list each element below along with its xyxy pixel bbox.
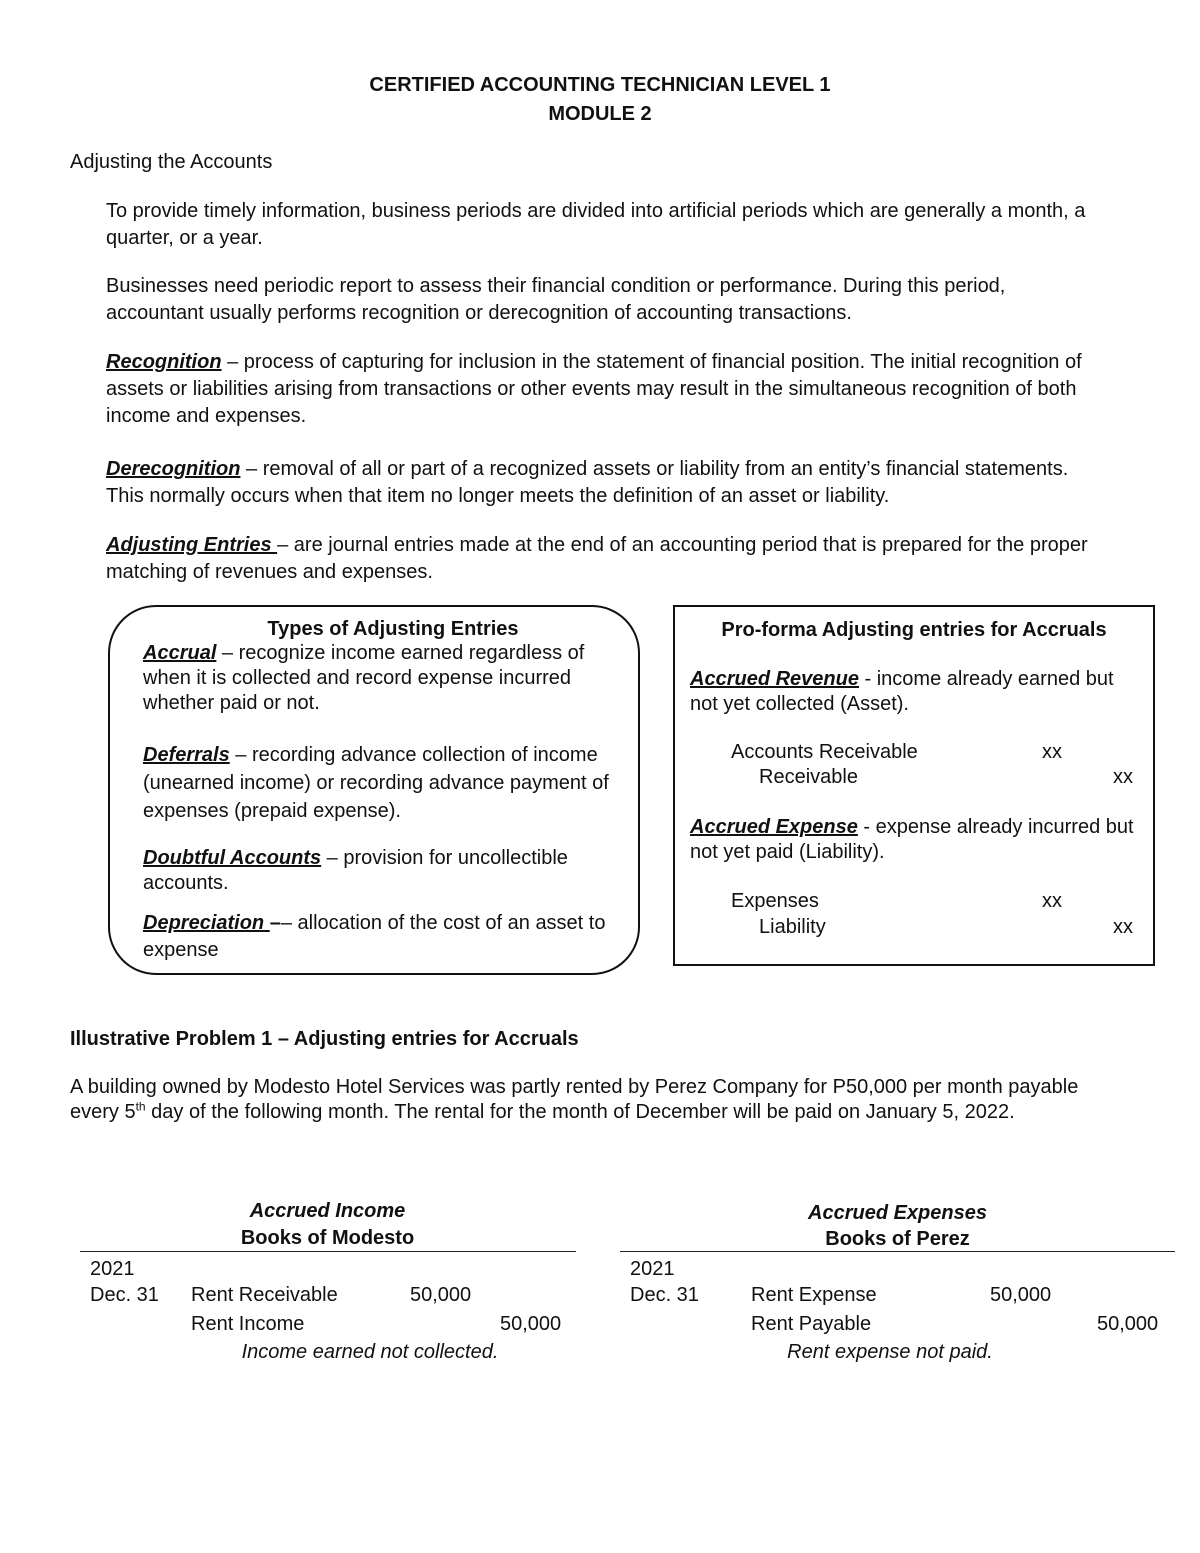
term-recognition: Recognition: [106, 351, 222, 373]
text-accrued-revenue: - income already earned but not yet collected (Asset).: [690, 668, 1114, 715]
journal-left-subtitle: Books of Modesto: [240, 1227, 415, 1249]
journal-right-debit-amount: 50,000: [990, 1284, 1052, 1306]
journal-right-credit-account: Rent Payable: [751, 1313, 872, 1335]
text-depreciation: – allocation of the cost of an asset to expense: [143, 912, 606, 961]
proforma-rev-credit: Receivable: [759, 766, 858, 788]
problem-text-part2: day of the following month. The rental for the month of December will be paid on January 5, 2022.: [145, 1101, 1015, 1123]
document-title: CERTIFIED ACCOUNTING TECHNICIAN LEVEL 1: [369, 74, 831, 96]
journal-right-credit-amount: 50,000: [1097, 1313, 1159, 1335]
text-doubtful: – provision for uncollectible accounts.: [143, 847, 568, 894]
types-accrual: [143, 641, 603, 716]
text-recognition: – process of capturing for inclusion in the statement of financial position. The initial recognition of assets or liabilities arising from transactions or other events may result in the simultaneous recognition of both income and expenses.: [106, 351, 1082, 427]
problem-text-sup: th: [135, 1099, 146, 1114]
proforma-accrued-revenue: [690, 667, 1140, 717]
term-accrual: Accrual: [143, 642, 217, 664]
types-box-title: Types of Adjusting Entries: [267, 618, 519, 640]
problem-text: [70, 1075, 1080, 1125]
text-deferrals: – recording advance collection of income (unearned income) or recording advance payment of expenses (prepaid expense).: [143, 744, 609, 822]
types-doubtful: [143, 846, 623, 896]
journal-left-title: Accrued Income: [249, 1200, 406, 1222]
definition-derecognition: [106, 456, 1106, 510]
journal-right-date: Dec. 31: [630, 1284, 699, 1306]
term-depreciation: Depreciation: [143, 912, 270, 934]
journal-right-debit-account: Rent Expense: [751, 1284, 877, 1306]
section-heading: Adjusting the Accounts: [70, 151, 273, 173]
problem-heading: Illustrative Problem 1 – Adjusting entries for Accruals: [70, 1028, 579, 1050]
text-adjusting-entries: – are journal entries made at the end of an accounting period that is prepared for the proper matching of revenues and expenses.: [106, 534, 1088, 583]
types-deferrals: [143, 741, 638, 825]
journal-left-debit-account: Rent Receivable: [191, 1284, 338, 1306]
journal-left-year: 2021: [90, 1258, 135, 1280]
proforma-rev-debit-amount: xx: [1042, 741, 1062, 763]
term-accrued-expense: Accrued Expense: [690, 816, 858, 838]
journal-right-rule: [620, 1251, 1175, 1252]
term-derecognition: Derecognition: [106, 458, 241, 480]
journal-left-credit-amount: 50,000: [500, 1313, 562, 1335]
journal-right-title: Accrued Expenses: [808, 1202, 987, 1224]
term-doubtful: Doubtful Accounts: [143, 847, 322, 869]
proforma-exp-credit: Liability: [759, 916, 826, 938]
proforma-rev-credit-amount: xx: [1113, 766, 1133, 788]
proforma-rev-debit: Accounts Receivable: [731, 741, 918, 763]
paragraph-periodic-report: Businesses need periodic report to assess their financial condition or performance. During this period, accountant usually performs recognition or derecognition of accounting transactions.: [106, 275, 1006, 324]
term-adjusting-entries: Adjusting Entries: [106, 534, 278, 556]
types-depreciation: Depreciation –– allocation of the cost of an asset to expense: [143, 912, 606, 961]
text-accrual: – recognize income earned regardless of when it is collected and record expense incurred whether paid or not.: [143, 642, 585, 714]
proforma-exp-debit: Expenses: [731, 890, 819, 912]
proforma-exp-debit-amount: xx: [1042, 890, 1062, 912]
journal-left-credit-account: Rent Income: [191, 1313, 305, 1335]
journal-right-year: 2021: [630, 1258, 675, 1280]
module-label: MODULE 2: [548, 103, 652, 125]
proforma-box-title: Pro-forma Adjusting entries for Accruals: [721, 619, 1107, 641]
text-derecognition: – removal of all or part of a recognized assets or liability from an entity’s financial statements. This normally occurs when that item no longer meets the definition of an asset or liability.: [106, 458, 1069, 507]
text-accrued-expense: - expense already incurred but not yet paid (Liability).: [690, 816, 1134, 863]
term-deferrals: Deferrals: [143, 744, 230, 766]
proforma-accrued-expense: [690, 815, 1145, 865]
journal-left-explanation: Income earned not collected.: [241, 1341, 499, 1363]
term-accrued-revenue: Accrued Revenue: [690, 668, 859, 690]
paragraph-periods: To provide timely information, business periods are divided into artificial periods which are generally a month, a quarter, or a year.: [106, 200, 1086, 249]
journal-right-explanation: Rent expense not paid.: [787, 1341, 993, 1363]
problem-text-part1: A building owned by Modesto Hotel Services was partly rented by Perez Company for P50,000 per month payable every 5: [70, 1076, 1079, 1123]
definition-adjusting-entries: [106, 532, 1116, 586]
journal-left-date: Dec. 31: [90, 1284, 159, 1306]
definition-recognition: [106, 349, 1116, 430]
journal-left-rule: [80, 1251, 576, 1252]
journal-left-debit-amount: 50,000: [410, 1284, 472, 1306]
journal-right-subtitle: Books of Perez: [825, 1228, 970, 1250]
proforma-exp-credit-amount: xx: [1113, 916, 1133, 938]
